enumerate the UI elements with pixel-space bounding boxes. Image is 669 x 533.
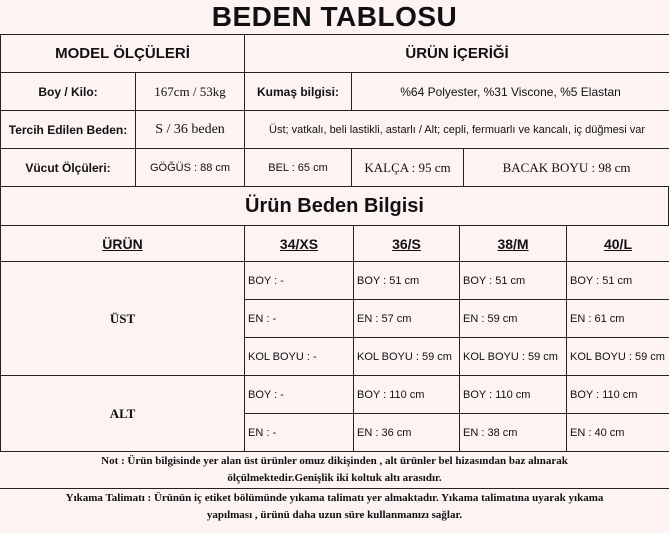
- fabric-value: %64 Polyester, %31 Viscone, %5 Elastan: [352, 73, 669, 111]
- size-header-s: 36/S: [354, 226, 460, 262]
- leg-length-measurement: BACAK BOYU : 98 cm: [464, 149, 669, 187]
- size-cell: BOY : 51 cm: [567, 262, 669, 300]
- size-cell: BOY : 110 cm: [567, 376, 669, 414]
- product-content-header: ÜRÜN İÇERİĞİ: [245, 35, 669, 73]
- height-weight-value: 167cm / 53kg: [136, 73, 245, 111]
- wash-line-1: Yıkama Talimatı : Ürünün iç etiket bölümünde yıkama talimatı yer almaktadır. Yıkama talimatına uyarak yıkama: [65, 492, 604, 504]
- fabric-label: Kumaş bilgisi:: [245, 73, 352, 111]
- page-title: BEDEN TABLOSU: [211, 1, 458, 32]
- size-cell: KOL BOYU : 59 cm: [460, 338, 567, 376]
- size-cell: EN : 40 cm: [567, 414, 669, 452]
- size-header-l: 40/L: [567, 226, 669, 262]
- size-cell: EN : 61 cm: [567, 300, 669, 338]
- size-info-title: Ürün Beden Bilgisi: [0, 187, 669, 225]
- size-cell: KOL BOYU : 59 cm: [354, 338, 460, 376]
- chest-measurement: GÖĞÜS : 88 cm: [136, 149, 245, 187]
- size-cell: BOY : 51 cm: [460, 262, 567, 300]
- wash-line-2: yapılması , ürünü daha uzun süre kullanmanızı sağlar.: [206, 509, 463, 521]
- top-garment-label: ÜST: [1, 262, 245, 376]
- size-cell: BOY : 110 cm: [460, 376, 567, 414]
- bottom-garment-label: ALT: [1, 376, 245, 452]
- model-measurements-header: MODEL ÖLÇÜLERİ: [1, 35, 245, 73]
- waist-measurement: BEL : 65 cm: [245, 149, 352, 187]
- size-header-xs: 34/XS: [245, 226, 354, 262]
- size-cell: EN : 38 cm: [460, 414, 567, 452]
- preferred-size-label: Tercih Edilen Beden:: [1, 111, 136, 149]
- size-cell: KOL BOYU : -: [245, 338, 354, 376]
- hip-measurement: KALÇA : 95 cm: [352, 149, 464, 187]
- size-cell: EN : 59 cm: [460, 300, 567, 338]
- height-weight-label: Boy / Kilo:: [1, 73, 136, 111]
- body-measurements-label: Vücut Ölçüleri:: [1, 149, 136, 187]
- size-cell: BOY : -: [245, 262, 354, 300]
- size-cell: EN : 57 cm: [354, 300, 460, 338]
- note-line-1: Not : Ürün bilgisinde yer alan üst ürünler omuz dikişinden , alt ürünler bel hizasından baz alınarak: [101, 455, 568, 467]
- note-line-2: ölçülmektedir.Genişlik iki koltuk altı arasıdır.: [227, 472, 442, 484]
- size-cell: EN : -: [245, 414, 354, 452]
- size-cell: BOY : 110 cm: [354, 376, 460, 414]
- size-cell: EN : 36 cm: [354, 414, 460, 452]
- size-cell: KOL BOYU : 59 cm: [567, 338, 669, 376]
- size-cell: BOY : -: [245, 376, 354, 414]
- washing-instructions: [0, 488, 669, 525]
- model-info-table: [0, 34, 669, 187]
- table-row: [1, 262, 669, 300]
- size-header-m: 38/M: [460, 226, 567, 262]
- preferred-size-value: S / 36 beden: [136, 111, 245, 149]
- table-row: [1, 376, 669, 414]
- size-cell: EN : -: [245, 300, 354, 338]
- product-column-header: ÜRÜN: [1, 226, 245, 262]
- product-description: Üst; vatkalı, beli lastikli, astarlı / Alt; cepli, fermuarlı ve kancalı, iç düğmesi var: [245, 111, 669, 149]
- size-cell: BOY : 51 cm: [354, 262, 460, 300]
- measurement-note: [0, 452, 669, 488]
- size-table: [0, 225, 669, 452]
